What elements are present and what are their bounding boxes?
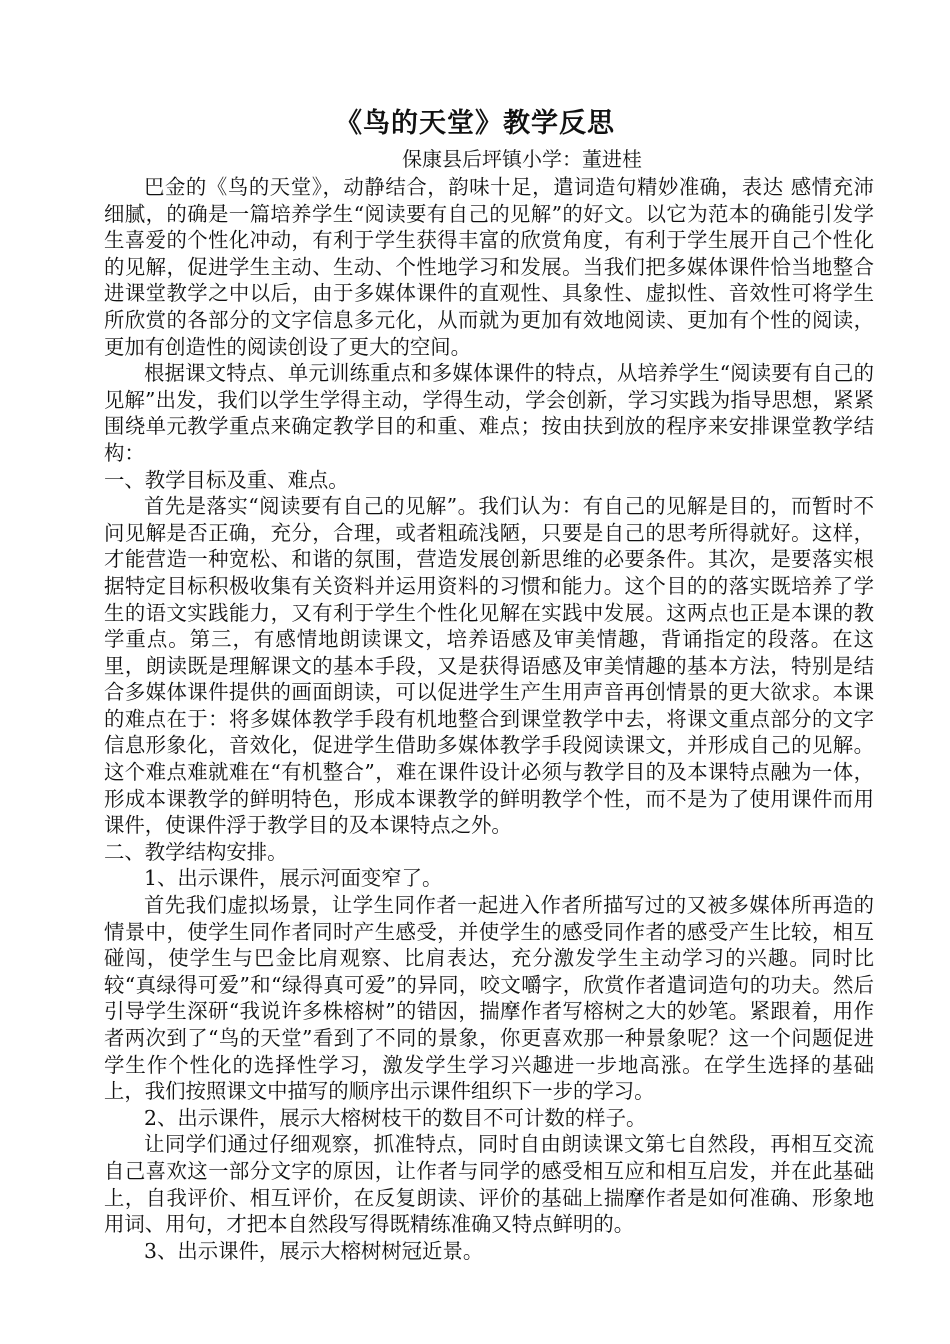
step-heading-1: 1、出示课件，展示河面变窄了。 bbox=[144, 866, 443, 891]
document-author: 保康县后坪镇小学：董进桂 bbox=[402, 147, 642, 171]
section-heading-goals: 一、教学目标及重、难点。 bbox=[104, 467, 349, 492]
document-body bbox=[104, 174, 874, 1264]
document-title: 《鸟的天堂》教学反思 bbox=[335, 108, 615, 139]
step-heading-2: 2、出示课件，展示大榕树枝干的数目不可计数的样子。 bbox=[144, 1105, 647, 1130]
paragraph-step-2: 让同学们通过仔细观察，抓准特点，同时自由朗读课文第七自然段，再相互交流自己喜欢这一部分文字的原因，让作者与同学的感受相互应和相互启发，并在此基础上，自我评价、相互评价，在反复朗读、评价的基础上揣摩作者是如何准确、形象地用词、用句，才把本自然段写得既精练准确又特点鲜明的。 bbox=[104, 1132, 874, 1237]
paragraph-step-1: 首先我们虚拟场景，让学生同作者一起进入作者所描写过的又被多媒体所再造的情景中，使学生同作者同时产生感受，并使学生的感受同作者的感受产生比较，相互碰闯，使学生与巴金比肩观察、比肩表达，充分激发学生主动学习的兴趣。同时比较“真绿得可爱”和“绿得真可爱”的异同，咬文嚼字，欣赏作者遣词造句的功夫。然后引导学生深研“我说许多株榕树”的错因，揣摩作者写榕树之大的妙笔。紧跟着，用作者两次到了“鸟的天堂”看到了不同的景象，你更喜欢那一种景象呢？这一个问题促进学生作个性化的选择性学习，激发学生学习兴趣进一步地高涨。在学生选择的基础上，我们按照课文中描写的顺序出示课件组织下一步的学习。 bbox=[104, 893, 874, 1104]
step-heading-3: 3、出示课件，展示大榕树树冠近景。 bbox=[144, 1238, 484, 1263]
paragraph-goals: 首先是落实“阅读要有自己的见解”。我们认为：有自己的见解是目的，而暂时不问见解是否正确，充分，合理，或者粗疏浅陋，只要是自己的思考所得就好。这样，才能营造一种宽松、和谐的氛围，营造发展创新思维的必要条件。其次，是要落实根据特定目标积极收集有关资料并运用资料的习惯和能力。这个目的的落实既培养了学生的语文实践能力，又有利于学生个性化见解在实践中发展。这两点也正是本课的教学重点。第三，有感情地朗读课文，培养语感及审美情趣，背诵指定的段落。在这里，朗读既是理解课文的基本手段，又是获得语感及审美情趣的基本方法，特别是结合多媒体课件提供的画面朗读，可以促进学生产生用声音再创情景的更大欲求。本课的难点在于：将多媒体教学手段有机地整合到课堂教学中去，将课文重点部分的文字信息形象化，音效化，促进学生借助多媒体教学手段阅读课文，并形成自己的见解。这个难点难就难在“有机整合”，难在课件设计必须与教学目的及本课特点融为一体，形成本课教学的鲜明特色，形成本课教学的鲜明教学个性，而不是为了使用课件而用课件，使课件浮于教学目的及本课特点之外。 bbox=[104, 494, 874, 838]
paragraph-basis: 根据课文特点、单元训练重点和多媒体课件的特点，从培养学生“阅读要有自己的见解”出发，我们以学生学得主动，学得生动，学会创新，学习实践为指导思想，紧紧围绕单元教学重点来确定教学目的和重、难点；按由扶到放的程序来安排课堂教学结构： bbox=[104, 361, 874, 465]
paragraph-intro: 巴金的《鸟的天堂》，动静结合，韵味十足，遣词造句精妙准确，表达 感情充沛细腻，的确是一篇培养学生“阅读要有自己的见解”的好文。以它为范本的确能引发学生喜爱的个性化冲动，有利于学生获得丰富的欣赏角度，有利于学生展开自己个性化的见解，促进学生主动、生动、个性地学习和发展。当我们把多媒体课件恰当地整合进课堂教学之中以后，由于多媒体课件的直观性、具象性、虚拟性、音效性可将学生所欣赏的各部分的文字信息多元化，从而就为更加有效地阅读、更加有个性的阅读，更加有创造性的阅读创设了更大的空间。 bbox=[104, 175, 874, 359]
section-heading-structure: 二、教学结构安排。 bbox=[104, 839, 288, 864]
